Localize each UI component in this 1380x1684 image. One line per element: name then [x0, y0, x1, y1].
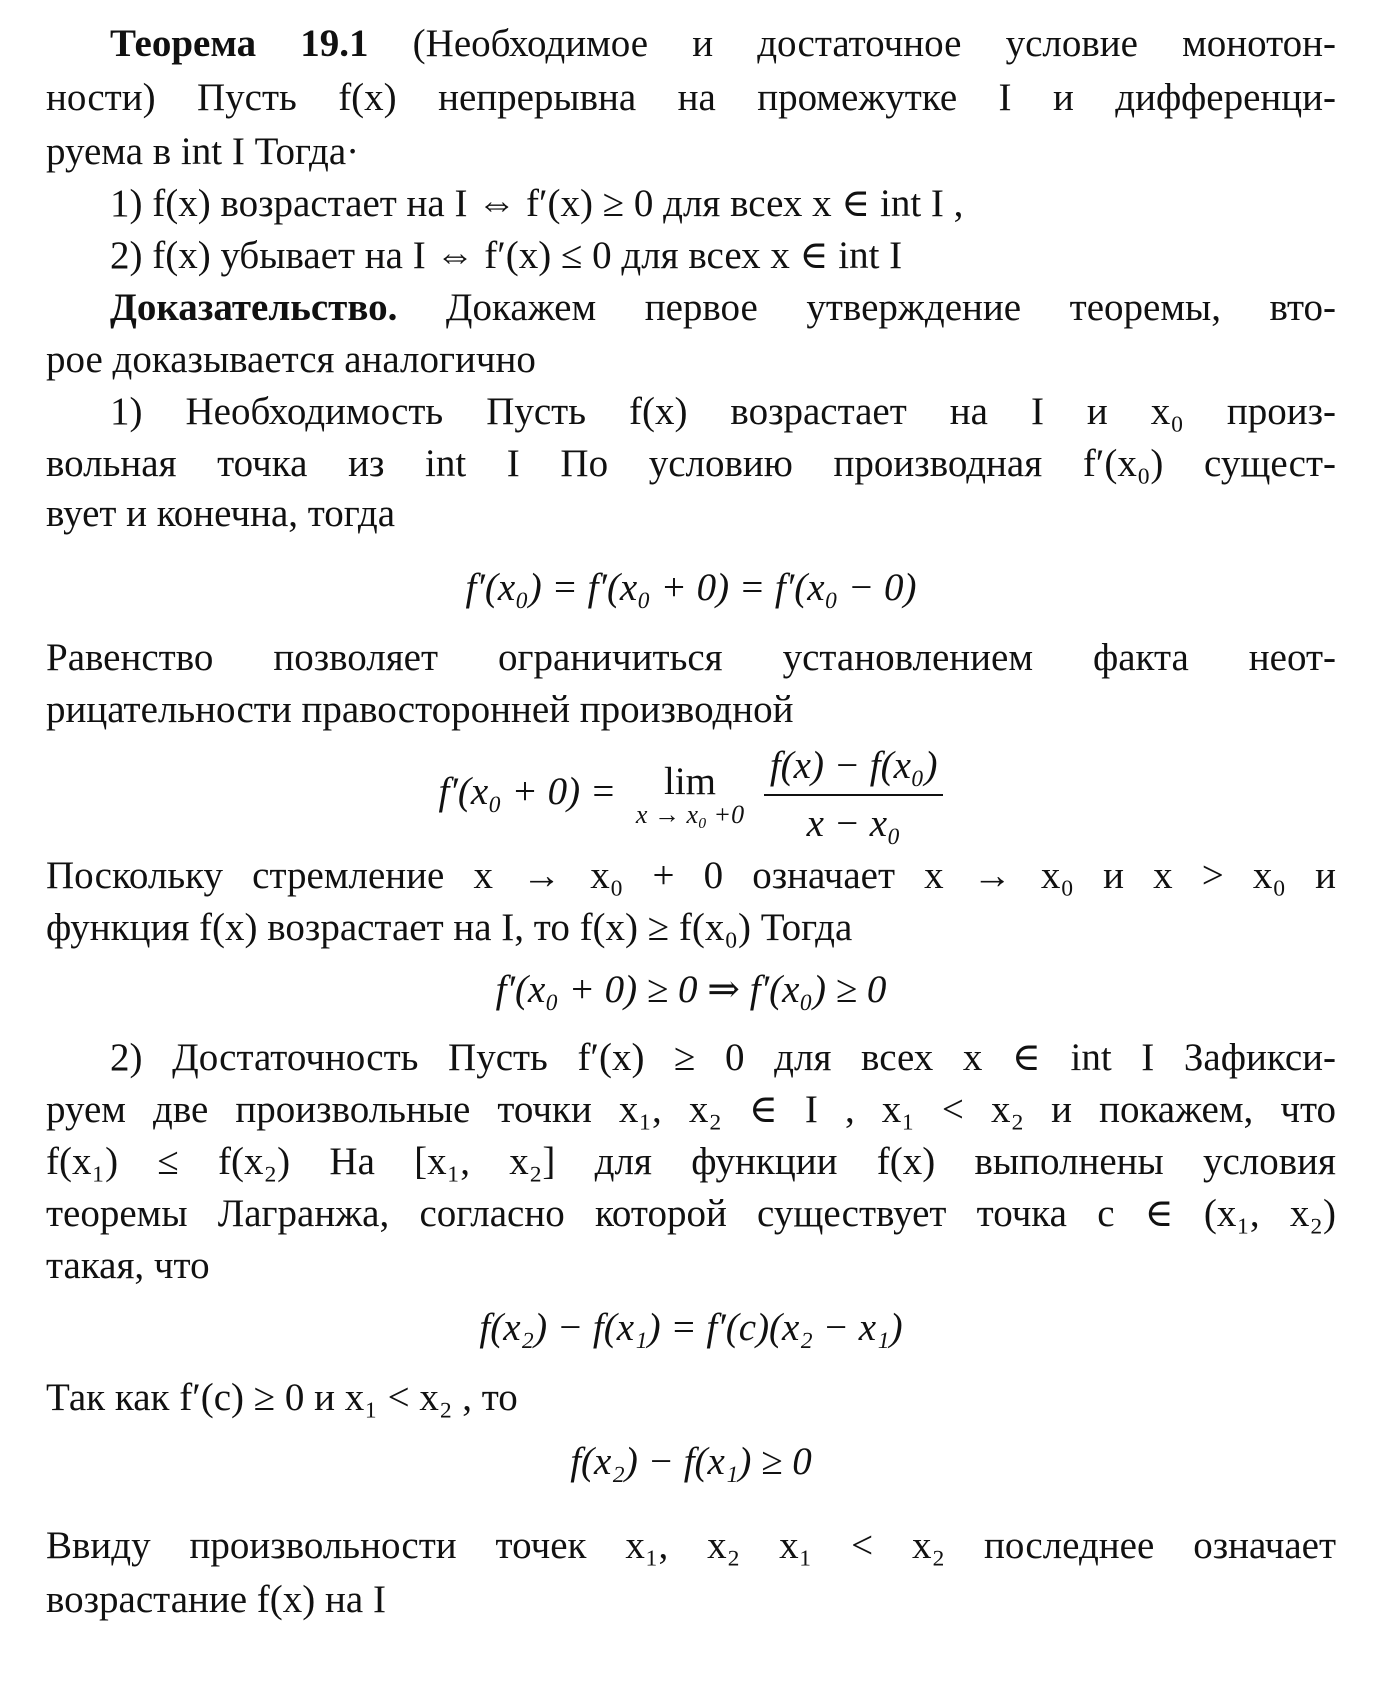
equation-2-left: f′(x₀ + 0) = — [438, 769, 617, 813]
theorem-line-1 — [46, 20, 1336, 68]
theorem-line-2: ности) Пусть f(x) непрерывна на промежутке I и дифференци- — [46, 76, 1336, 119]
since-line-1: Поскольку стремление x → x₀ + 0 означает x → x₀ и x > x₀ и — [46, 854, 1336, 897]
equation-3: f′(x₀ + 0) ≥ 0 ⇒ f′(x₀) ≥ 0 — [495, 968, 887, 1011]
proof-intro: Докажем первое утверждение теоремы, вто- — [397, 286, 1336, 329]
theorem-statement: (Необходимое и достаточное условие монотон- — [368, 22, 1336, 65]
theorem-line-3: руема в int I Тогда· — [46, 130, 360, 173]
sufficiency-line-2: руем две произвольные точки x₁, x₂ ∈ I , x₁ < x₂ и покажем, что — [46, 1088, 1336, 1131]
equality-line-1: Равенство позволяет ограничиться установлением факта неот- — [46, 636, 1336, 679]
fraction-denominator: x − x₀ — [806, 802, 901, 845]
sufficiency-line-1: 2) Достаточность Пусть f′(x) ≥ 0 для всех x ∈ int I Зафикси- — [110, 1036, 1336, 1079]
limit-label: lim — [663, 760, 716, 803]
sufficiency-line-5: такая, что — [46, 1244, 210, 1287]
proof-label: Доказательство. — [110, 286, 398, 329]
difference-quotient — [764, 742, 944, 848]
theorem-title: Теорема 19.1 — [110, 22, 369, 65]
theorem-item-1: 1) f(x) возрастает на I ⇔ f′(x) ≥ 0 для всех x ∈ int I , — [110, 182, 964, 225]
necessity-line-3: вует и конечна, тогда — [46, 492, 396, 535]
equality-line-2: рицательности правосторонней производной — [46, 688, 794, 731]
proof-line-2: рое доказывается аналогично — [46, 338, 536, 381]
equation-5: f(x₂) − f(x₁) ≥ 0 — [570, 1440, 812, 1483]
equation-1: f′(x₀) = f′(x₀ + 0) = f′(x₀ − 0) — [465, 566, 917, 609]
since-line-2: функция f(x) возрастает на I, то f(x) ≥ f(x₀) Тогда — [46, 906, 853, 949]
fraction-numerator: f(x) − f(x₀) — [764, 742, 944, 796]
limit-operator — [636, 762, 744, 828]
sufficiency-line-3: f(x₁) ≤ f(x₂) На [x₁, x₂] для функции f(x) выполнены условия — [46, 1140, 1336, 1183]
equation-4: f(x₂) − f(x₁) = f′(c)(x₂ − x₁) — [479, 1306, 903, 1349]
necessity-line-2: вольная точка из int I По условию производная f′(x₀) сущест- — [46, 442, 1336, 485]
limit-subscript: x → x₀ +0 — [635, 800, 745, 829]
theorem-item-2: 2) f(x) убывает на I ⇔ f′(x) ≤ 0 для всех x ∈ int I — [110, 234, 903, 277]
conclusion-line-2: возрастание f(x) на I — [46, 1578, 386, 1621]
equation-2 — [46, 742, 1336, 848]
since-2-line: Так как f′(c) ≥ 0 и x₁ < x₂ , то — [46, 1376, 518, 1419]
proof-line-1 — [46, 284, 1336, 332]
conclusion-line-1: Ввиду произвольности точек x₁, x₂ x₁ < x₂ последнее означает — [46, 1524, 1336, 1567]
necessity-line-1: 1) Необходимость Пусть f(x) возрастает на I и x₀ произ- — [110, 390, 1336, 433]
sufficiency-line-4: теоремы Лагранжа, согласно которой существует точка c ∈ (x₁, x₂) — [46, 1192, 1336, 1235]
